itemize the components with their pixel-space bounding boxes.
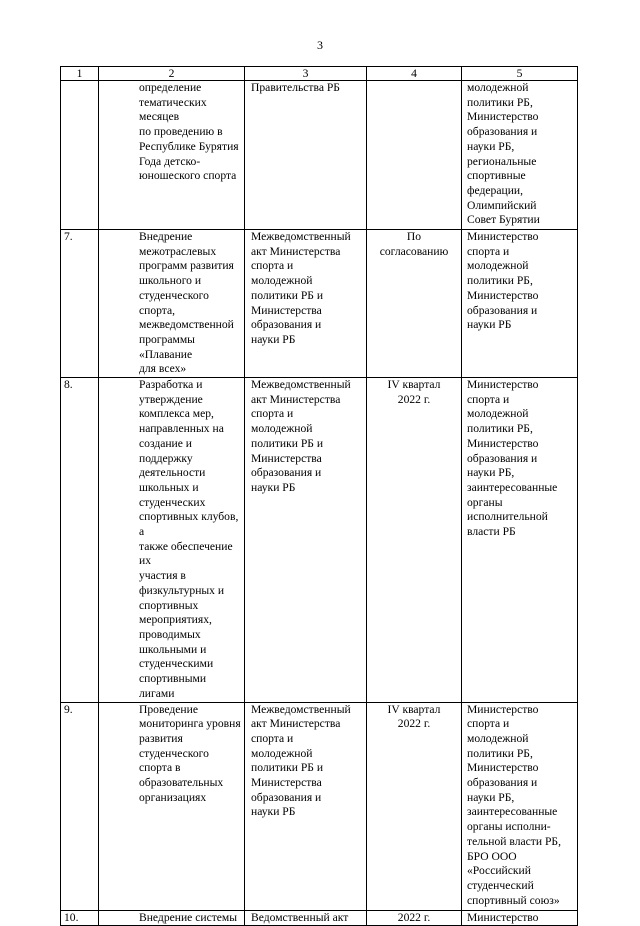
responsible-cell: Министерство спорта и молодежной политики РБ, Министерство образования и науки РБ, заинтересованные органы исполнительной власти РБ xyxy=(462,378,578,702)
row-number-cell: 8. xyxy=(61,378,99,702)
responsible-cell: Министерство спорта и молодежной политики РБ, Министерство образования и науки РБ xyxy=(462,230,578,378)
table-row xyxy=(61,230,578,378)
document-cell: Межведомственный акт Министерства спорта и молодежной политики РБ и Министерства образования и науки РБ xyxy=(245,378,367,702)
activity-cell: Разработка и утверждение комплекса мер, направленных на создание и поддержку деятельности школьных и студенческих спортивных клубов, а также обеспечение их участия в физкультурных и спортивных мероприятиях, проводимых школьными и студенческими спортивными лигами xyxy=(99,378,245,702)
responsible-cell: Министерство xyxy=(462,910,578,926)
row-number-cell: 7. xyxy=(61,230,99,378)
column-header: 2 xyxy=(99,67,245,81)
row-number-cell xyxy=(61,81,99,230)
document-cell: Правительства РБ xyxy=(245,81,367,230)
deadline-cell: IV квартал 2022 г. xyxy=(367,378,462,702)
row-number-cell: 10. xyxy=(61,910,99,926)
table-row xyxy=(61,910,578,926)
deadline-cell: По согласованию xyxy=(367,230,462,378)
activity-cell: определение тематических месяцев по проведению в Республике Бурятия Года детско- юношеского спорта xyxy=(99,81,245,230)
document-cell: Межведомственный акт Министерства спорта и молодежной политики РБ и Министерства образования и науки РБ xyxy=(245,702,367,910)
activity-cell: Внедрение межотраслевых программ развития школьного и студенческого спорта, межведомственной программы «Плавание для всех» xyxy=(99,230,245,378)
responsible-cell: Министерство спорта и молодежной политики РБ, Министерство образования и науки РБ, заинтересованные органы исполни- тельной власти РБ, БРО ООО «Российский студенческий спортивный союз» xyxy=(462,702,578,910)
column-header: 5 xyxy=(462,67,578,81)
deadline-cell xyxy=(367,81,462,230)
plan-table xyxy=(60,66,578,926)
responsible-cell: молодежной политики РБ, Министерство образования и науки РБ, региональные спортивные федерации, Олимпийский Совет Бурятии xyxy=(462,81,578,230)
row-number-cell: 9. xyxy=(61,702,99,910)
page-number: 3 xyxy=(317,38,323,52)
document-cell: Межведомственный акт Министерства спорта и молодежной политики РБ и Министерства образования и науки РБ xyxy=(245,230,367,378)
table-row xyxy=(61,378,578,702)
deadline-cell: IV квартал 2022 г. xyxy=(367,702,462,910)
column-header: 1 xyxy=(61,67,99,81)
column-header: 3 xyxy=(245,67,367,81)
document-cell: Ведомственный акт xyxy=(245,910,367,926)
deadline-cell: 2022 г. xyxy=(367,910,462,926)
table-header-row xyxy=(61,67,578,81)
table-row xyxy=(61,702,578,910)
column-header: 4 xyxy=(367,67,462,81)
table-row xyxy=(61,81,578,230)
activity-cell: Внедрение системы xyxy=(99,910,245,926)
activity-cell: Проведение мониторинга уровня развития студенческого спорта в образовательных организациях xyxy=(99,702,245,910)
